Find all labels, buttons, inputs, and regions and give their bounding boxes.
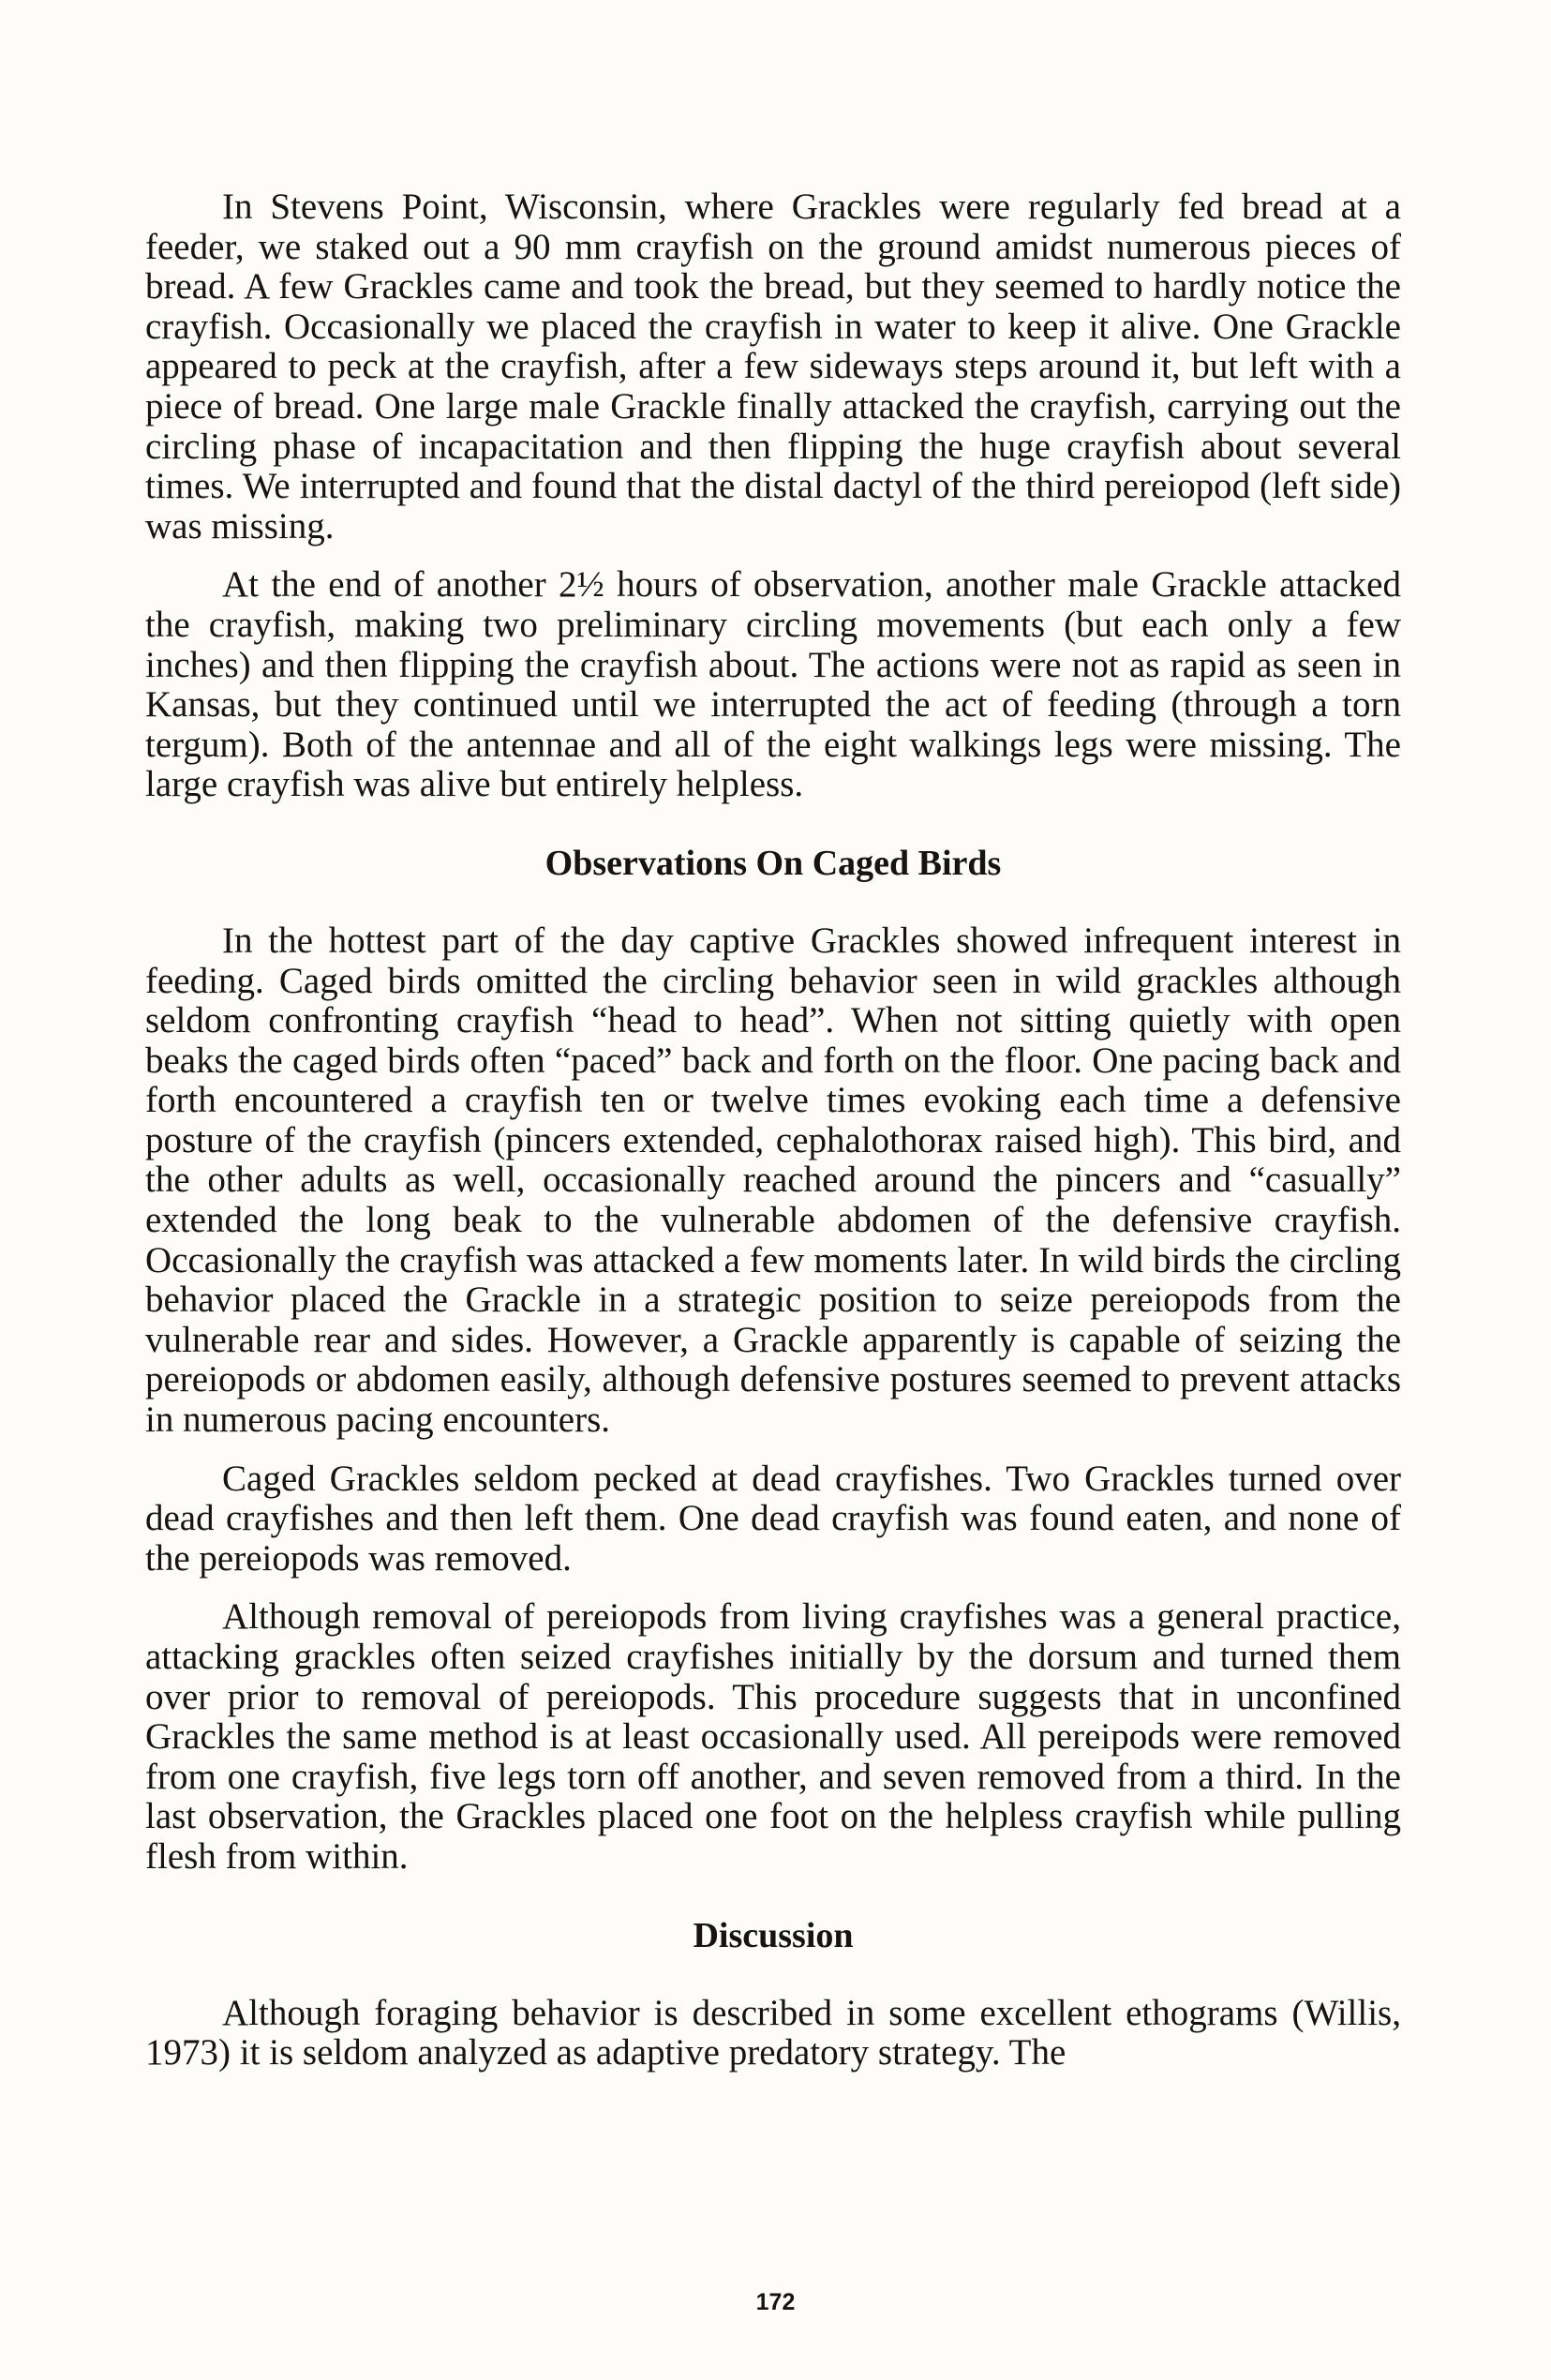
body-text-column [145,187,1401,2092]
section-heading-discussion: Discussion [693,1915,854,1955]
page-number: 172 [755,2289,796,2315]
paragraph-removal-of-pereiopods: Although removal of pereiopods from living crayfishes was a general practice, attacking grackles often seized crayfishes initially by the dorsum and turned them over prior to removal of pereiopods. This procedure suggests that in unconfined Grackles the same method is at least occasionally used. All pereipods were removed from one crayfish, five legs torn off another, and seven removed from a third. In the last observation, the Grackles placed one foot on the helpless crayfish while pulling flesh from within. [145,1596,1401,1877]
paragraph-another-male-grackle: At the end of another 2½ hours of observation, another male Grackle attacked the crayfish, making two preliminary circling movements (but each only a few inches) and then flipping the crayfish about. The actions were not as rapid as seen in Kansas, but they continued until we interrupted the act of feeding (through a torn tergum). Both of the antennae and all of the eight walkings legs were missing. The large crayfish was alive but entirely helpless. [145,564,1401,805]
paragraph-foraging-behavior: Although foraging behavior is described in some excellent ethograms (Willis, 1973) it is seldom analyzed as adaptive predatory strategy. The [145,1992,1401,2073]
paragraph-captive-feeding: In the hottest part of the day captive Grackles showed infrequent interest in feeding. Caged birds omitted the circling behavior seen in wild grackles although seldom confronting crayfish “head to head”. When not sitting quietly with open beaks the caged birds often “paced” back and forth on the floor. One pacing back and forth encountered a crayfish ten or twelve times evoking each time a defensive posture of the crayfish (pincers extended, cephalothorax raised high). This bird, and the other adults as well, occasionally reached around the pincers and “casually” extended the long beak to the vulnerable abdomen of the defensive crayfish. Occasionally the crayfish was attacked a few moments later. In wild birds the circling behavior placed the Grackle in a strategic position to seize pereiopods from the vulnerable rear and sides. However, a Grackle apparently is capable of seizing the pereiopods or abdomen easily, although defensive postures seemed to prevent attacks in numerous pacing encounters. [145,920,1401,1441]
paragraph-dead-crayfishes: Caged Grackles seldom pecked at dead crayfishes. Two Grackles turned over dead crayfishes and then left them. One dead crayfish was found eaten, and none of the pereiopods was removed. [145,1458,1401,1579]
paragraph-stevens-point: In Stevens Point, Wisconsin, where Grackles were regularly fed bread at a feeder, we staked out a 90 mm crayfish on the ground amidst numerous pieces of bread. A few Grackles came and took the bread, but they seemed to hardly notice the crayfish. Occasionally we placed the crayfish in water to keep it alive. One Grackle appeared to peck at the crayfish, after a few sideways steps around it, but left with a piece of bread. One large male Grackle finally attacked the crayfish, carrying out the circling phase of incapacitation and then flipping the huge crayfish about several times. We interrupted and found that the distal dactyl of the third pereiopod (left side) was missing. [145,187,1401,546]
section-heading-caged-birds: Observations On Caged Birds [544,843,1002,883]
